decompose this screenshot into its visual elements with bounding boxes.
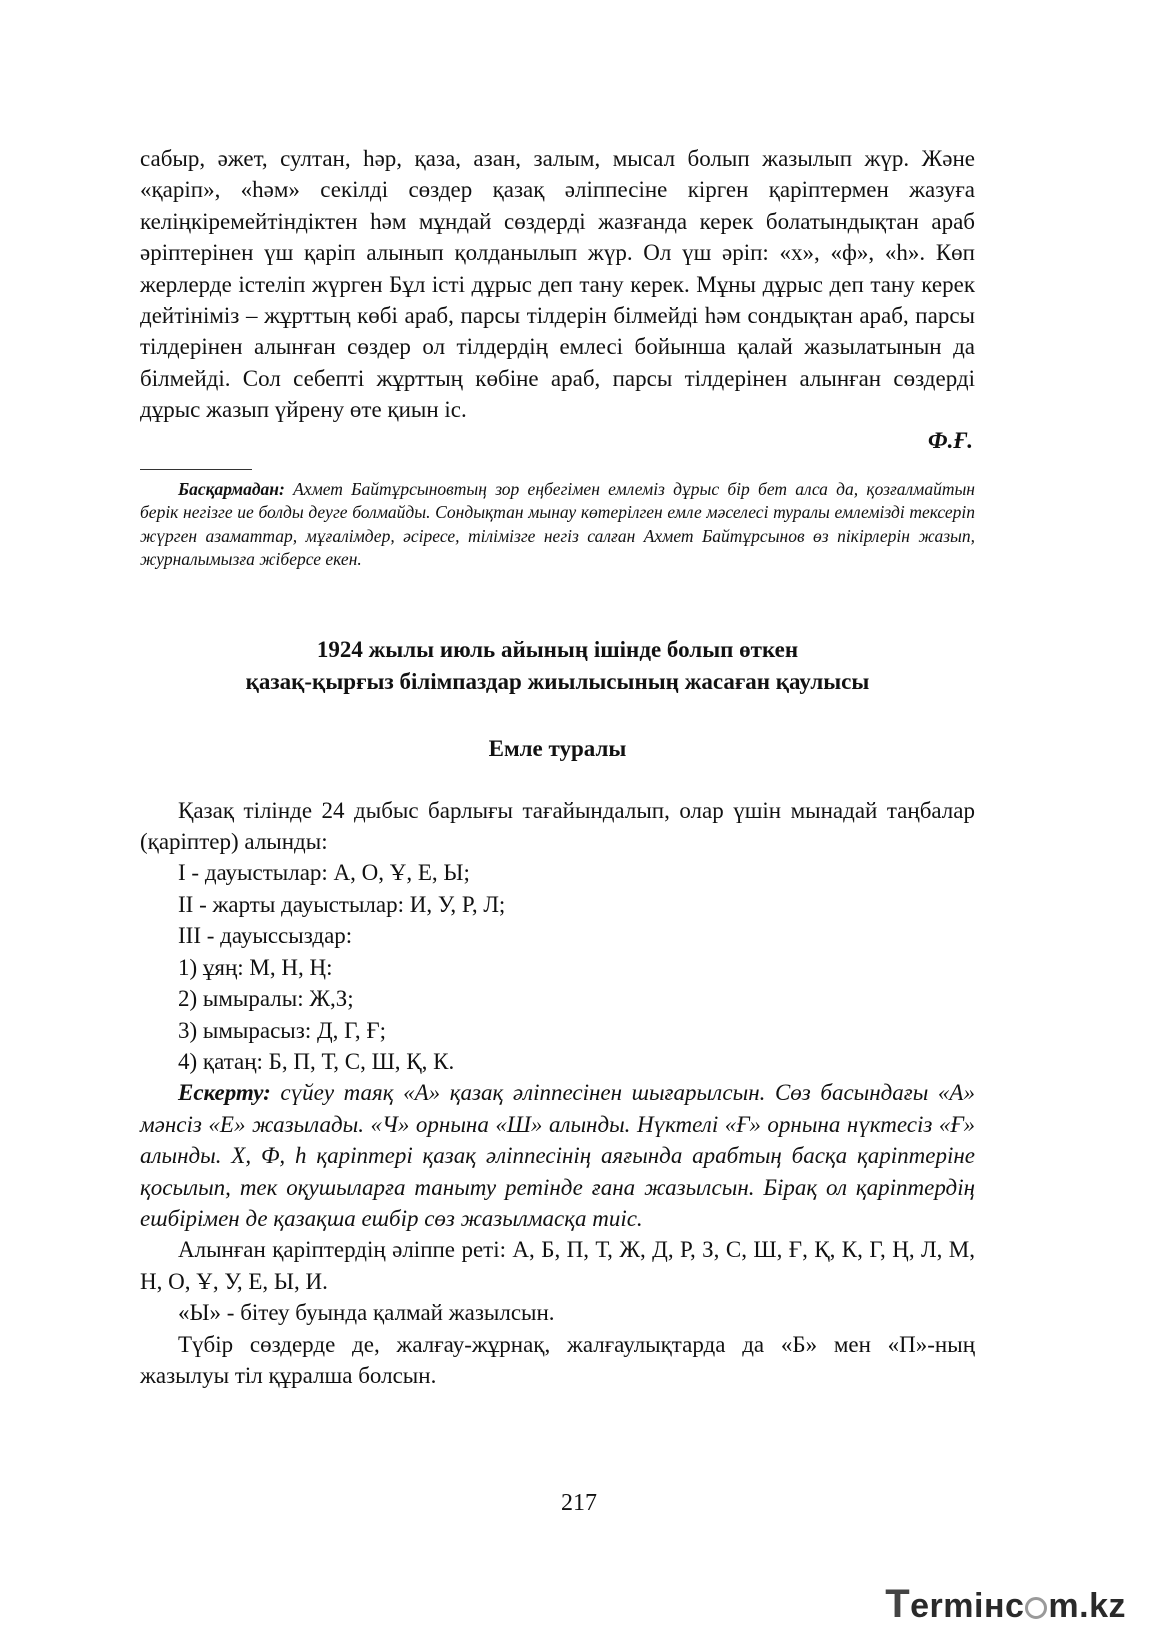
section-subheading: Емле туралы xyxy=(488,735,627,761)
page-content xyxy=(140,143,975,1391)
magnifier-icon xyxy=(1025,1597,1047,1619)
list-line: III - дауыссыздар: xyxy=(178,923,353,949)
alphabet-order: Алынған қаріптердің әліппе реті: А, Б, П, Т, Ж, Д, Р, З, С, Ш, Ғ, Қ, К, Г, Ң, Л, М, Н, О, Ұ, У, Е, Ы, И. xyxy=(140,1237,975,1294)
section-body xyxy=(140,795,975,1392)
footnote-text: Ахмет Байтұрсыновтың зор еңбегімен емлеміз дұрыс бір бет алса да, қозғалмайтын берік негізге ие болды деуге болмайды. Сондықтан мынау көтерілген емле мәселесі туралы емлемізді тексеріп жүрген азаматтар, мұғалімдер, әсіресе, тілімізге негіз салған Ахмет Байтұрсынов өз пікірлерін жазып, журналымызға жіберсе екен. xyxy=(140,478,975,570)
list-line: I - дауыстылар: А, О, Ұ, Е, Ы; xyxy=(178,860,470,886)
section-heading-line-1: 1924 жылы июль айының ішінде болып өткен xyxy=(316,636,799,662)
watermark-mid: ermінс xyxy=(910,1587,1025,1625)
watermark-logo xyxy=(885,1582,1126,1627)
list-line: 2) ымыралы: Ж,З; xyxy=(178,986,354,1012)
footnote-label: Басқармадан: xyxy=(178,478,285,499)
intro-paragraph: сабыр, әжет, султан, һәр, қаза, азан, залым, мысал болып жазылып жүр. Және «қаріп», «һәм» секілді сөздер қазақ әліппесіне кірген қаріптермен жазуға келіңкіремейтіндіктен һәм мұндай сөздерді жазғанда керек болатындықтан араб әріптерінен үш қаріп алынып қолданылып жүр. Ол үш әріп: «х», «ф», «һ». Көп жерлерде істеліп жүрген Бұл істі дұрыс деп тану керек. Мұны дұрыс деп тану керек дейтініміз – жұрттың көбі араб, парсы тілдерін білмейді һәм сондықтан араб, парсы тілдерінен алынған сөздер ол тілдердің емлесі бойынша қалай жазылатынын да білмейді. Сол себепті жұрттың көбіне араб, парсы тілдерінен алынған сөздерді дұрыс жазып үйрену өте қиын іс. xyxy=(140,146,975,423)
section-heading-line-2: қазақ-қырғыз білімпаздар жиылысының жасаған қаулысы xyxy=(245,668,870,694)
note-text: сүйеу таяқ «А» қазақ әліппесінен шығарылсын. Сөз басындағы «А» мәнсіз «Е» жазылады. «Ч» орнына «Ш» алынды. Нүктелі «Ғ» орнына нүктесіз «Ғ» алынды. Х, Ф, һ қаріптері қазақ әліппесінің аяғында арабтың басқа қаріптеріне қосылып, тек оқушыларға таныту ретінде ғана жазылсын. Бірақ ол қаріптердің ешбірімен де қазақша ешбір сөз жазылмасқа тиіс. xyxy=(140,1080,975,1231)
note-label: Ескерту: xyxy=(178,1080,271,1106)
section-heading xyxy=(140,634,975,698)
list-line: 1) ұяң: М, Н, Ң: xyxy=(178,954,333,980)
y-rule: «Ы» - бітеу буында қалмай жазылсын. xyxy=(178,1300,555,1326)
footnote-rule xyxy=(140,469,252,470)
signature: Ф.Ғ. xyxy=(928,427,973,453)
footnote xyxy=(140,478,975,572)
watermark-t: T xyxy=(885,1582,911,1626)
section-intro: Қазақ тілінде 24 дыбыс барлығы тағайындалып, олар үшін мынадай таңбалар (қаріптер) алынды: xyxy=(140,797,975,855)
page-number: 217 xyxy=(561,1490,597,1516)
list-line: 3) ымырасыз: Д, Г, Ғ; xyxy=(178,1017,387,1043)
note-paragraph xyxy=(140,1077,975,1234)
list-line: II - жарты дауыстылар: И, У, Р, Л; xyxy=(178,891,506,917)
watermark-end: m.kz xyxy=(1048,1587,1126,1625)
b-p-rule: Түбір сөздерде де, жалғау-жұрнақ, жалғаулықтарда да «Б» мен «П»-ның жазылуы тіл құралша болсын. xyxy=(140,1331,975,1388)
list-line: 4) қатаң: Б, П, Т, С, Ш, Қ, К. xyxy=(178,1048,455,1074)
